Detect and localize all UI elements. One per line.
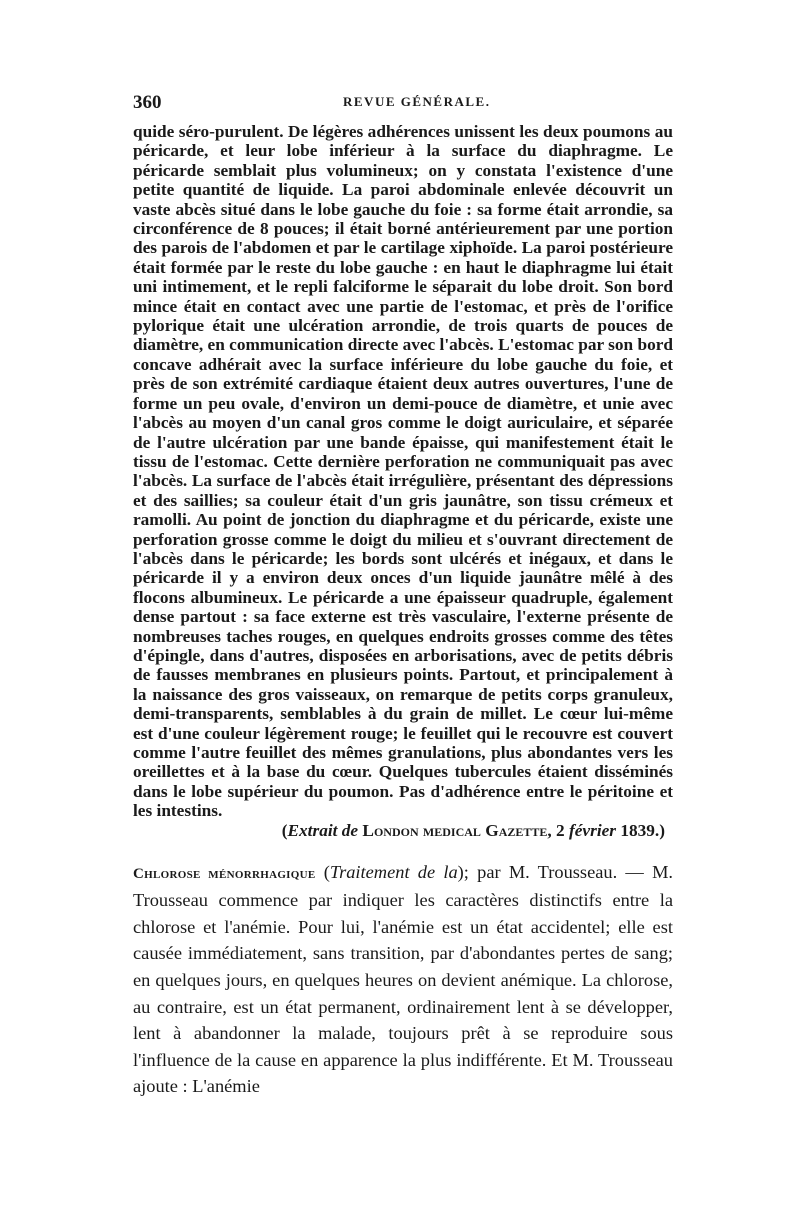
citation-year: 1839.) <box>620 820 665 840</box>
subtitle-close: ); par M. Trousseau. — <box>457 861 644 882</box>
article-chlorose <box>133 859 673 1100</box>
article-continuation <box>133 122 673 821</box>
citation-journal: London medical Gazette <box>362 820 548 840</box>
section-subtitle: Traitement de la <box>329 861 458 882</box>
page-number: 360 <box>133 92 162 113</box>
citation-month: février <box>569 820 617 840</box>
citation-extrait: Extrait de <box>287 820 359 840</box>
section-heading: Chlorose ménorrhagique <box>133 865 316 882</box>
running-title: REVUE GÉNÉRALE. <box>343 94 491 109</box>
section-body: M. Trousseau commence par indiquer les caractères distinctifs entre la chlorose et l'anémie. Pour lui, l'anémie est un état accidentel; elle est causée immédiatement, sans transition, par d'abondantes pertes de sang; en quelques jours, en quelques heures on devient anémique. La chlorose, au contraire, est un état permanent, ordinairement lent à se développer, lent à abandonner la malade, toujours prêt à se reproduire sous l'influence de la cause en apparence la plus indifférente. Et M. Trousseau ajoute : L'anémie <box>133 861 674 1097</box>
page <box>133 92 673 1100</box>
citation-open-paren: ( <box>281 820 288 840</box>
article-paragraph <box>133 859 673 1100</box>
running-head <box>133 92 673 122</box>
source-citation <box>133 821 673 841</box>
subtitle-open-paren: ( <box>323 861 330 882</box>
citation-separator: , 2 <box>547 820 565 840</box>
article-paragraph: quide séro-purulent. De légères adhérences unissent les deux poumons au péricarde, et leur lobe inférieur à la surface du diaphragme. Le péricarde semblait plus volumineux; on y constata l'existence d'une petite quantité de liquide. La paroi abdominale enlevée découvrit un vaste abcès situé dans le lobe gauche du foie : sa forme était arrondie, sa circonférence de 8 pouces; il était borné antérieurement par une portion des parois de l'abdomen et par le cartilage xiphoïde. La paroi postérieure était formée par le reste du lobe gauche : en haut le diaphragme lui était uni intimement, et le repli falciforme le séparait du lobe droit. Son bord mince était en contact avec une partie de l'estomac, et près de l'orifice pylorique était une ulcération arrondie, de trois quarts de pouces de diamètre, en communication directe avec l'abcès. L'estomac par son bord concave adhérait avec la surface inférieure du lobe gauche du foie, et près de son extrémité cardiaque étaient deux autres ouvertures, l'une de forme un peu ovale, d'environ un demi-pouce de diamètre, et unie avec l'abcès au moyen d'un canal gros comme le doigt auriculaire, et séparée de l'autre ulcération par une bande épaisse, qui manifestement était le tissu de l'estomac. Cette dernière perforation ne communiquait pas avec l'abcès. La surface de l'abcès était irrégulière, présentant des dépressions et des saillies; sa couleur était d'un gris jaunâtre, son tissu crémeux et ramolli. Au point de jonction du diaphragme et du péricarde, existe une perforation grosse comme le doigt du milieu et s'ouvrant directement de l'abcès dans le péricarde; les bords sont ulcérés et inégaux, et dans le péricarde il y a environ deux onces d'un liquide jaunâtre mêlé à des flocons albumineux. Le péricarde a une épaisseur quadruple, également dense partout : sa face externe est très vasculaire, l'externe présente de nombreuses taches rouges, en quelques endroits grosses comme des têtes d'épingle, dans d'autres, disposées en arborisations, avec de petits débris de fausses membranes en plusieurs points. Partout, et principalement à la naissance des gros vaisseaux, on remarque de petits corps granuleux, demi-transparents, semblables à du grain de millet. Le cœur lui-même est d'une couleur légèrement rouge; le feuillet qui le recouvre est couvert comme l'autre feuillet des mêmes granulations, plus abondantes vers les oreillettes et à la base du cœur. Quelques tubercules étaient disséminés dans le lobe supérieur du poumon. Pas d'adhérence entre le péritoine et les intestins. <box>133 122 673 821</box>
